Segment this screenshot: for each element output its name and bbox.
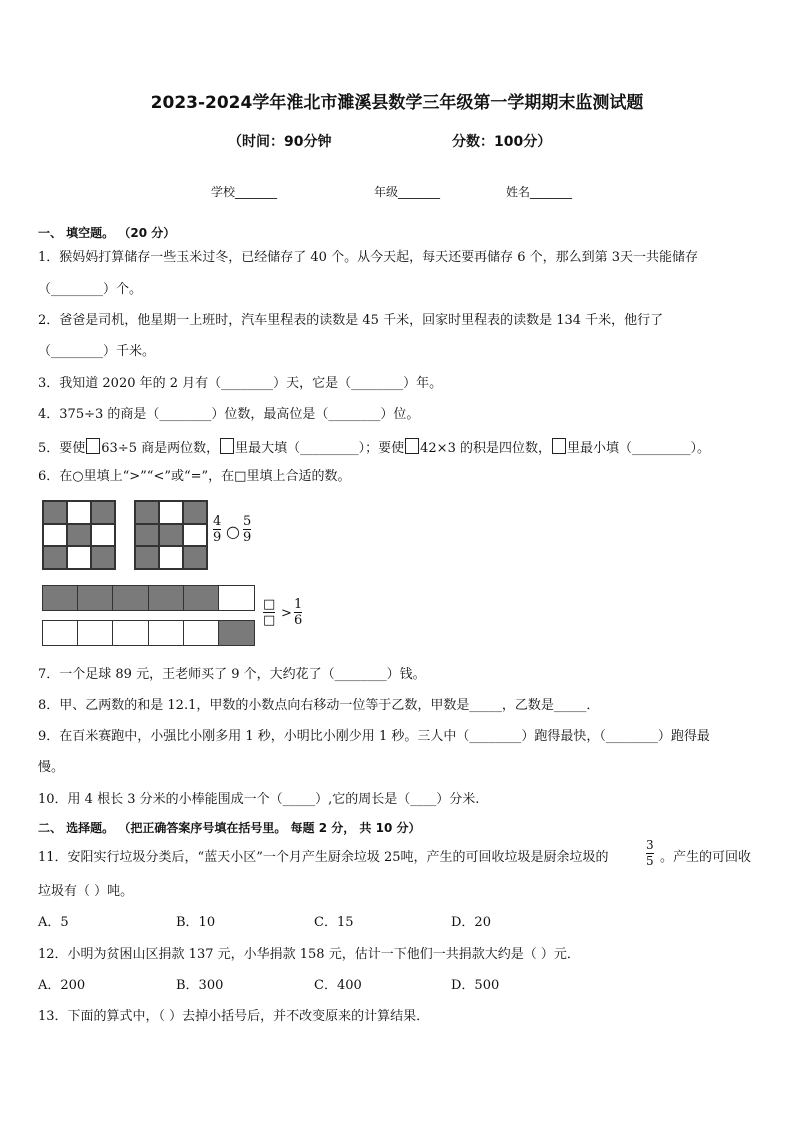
fraction-blank: □ □	[263, 597, 276, 628]
fraction-1-6: $\frac{1}{6}$	[294, 597, 303, 628]
blank-box	[552, 438, 566, 454]
question-11-line-1: 11．安阳实行垃圾分类后，“蓝天小区”一个月产生厨余垃圾 25吨，产生的可回收垃圾是厨余垃圾的	[38, 850, 609, 865]
question-2-line-2: （________）千米。	[38, 344, 156, 359]
question-10: 10．用 4 根长 3 分米的小棒能围成一个（_____）,它的周长是（____）分米.	[38, 792, 480, 807]
q11-option-c: C．15	[314, 915, 354, 930]
exam-time: （时间：90分钟	[228, 134, 332, 150]
question-11-line-1-end: 。产生的可回收	[660, 850, 752, 865]
exam-score: 分数：100分）	[452, 134, 552, 150]
strip-bottom	[42, 620, 255, 646]
question-13: 13．下面的算式中，（ ）去掉小括号后，并不改变原来的计算结果．	[38, 1009, 430, 1024]
question-5	[38, 438, 710, 457]
fraction-3-5: $\frac{3}{5}$	[646, 838, 654, 868]
section-2-heading: 二、 选择题。 （把正确答案序号填在括号里。 每题 2 分， 共 10 分）	[38, 821, 421, 835]
q11-option-a: A．5	[38, 915, 69, 930]
blank-box	[405, 438, 419, 454]
compare-circle: ○	[226, 522, 240, 541]
question-12: 12．小明为贫困山区捐款 137 元，小华捐款 158 元，估计一下他们一共捐款大约是（ ）元．	[38, 947, 580, 962]
question-3: 3．我知道 2020 年的 2 月有（________）天，它是（________）年。	[38, 376, 443, 391]
grade-field: 年级_______	[374, 185, 441, 199]
question-9-line-2: 慢。	[38, 760, 65, 775]
question-1-line-1: 1．猴妈妈打算储存一些玉米过冬，已经储存了 40 个。从今天起，每天还要再储存 6 个，那么到第 3天一共能储存	[38, 250, 699, 265]
fraction-4-9: $\frac{4}{9}$	[213, 514, 222, 545]
question-1-line-2: （________）个。	[38, 282, 143, 297]
q5-part-5: 里最小填（_________）。	[566, 441, 710, 456]
grid-figure-right	[134, 500, 208, 570]
name-field: 姓名_______	[506, 185, 573, 199]
q12-option-c: C．400	[314, 978, 362, 993]
q12-option-d: D．500	[451, 978, 500, 993]
question-9-line-1: 9．在百米赛跑中，小强比小刚多用 1 秒，小明比小刚少用 1 秒。三人中（________）跑得最快，（________）跑得最	[38, 729, 710, 744]
blank-box	[86, 438, 100, 454]
question-4: 4．375÷3 的商是（________）位数，最高位是（________）位。	[38, 407, 420, 422]
grid-figure-left	[42, 500, 116, 570]
q12-option-b: B．300	[176, 978, 224, 993]
page-title: 2023-2024学年淮北市濉溪县数学三年级第一学期期末监测试题	[150, 93, 644, 113]
q5-part-1: 5．要使	[38, 441, 86, 456]
q12-option-a: A．200	[38, 978, 86, 993]
strip-top	[42, 585, 255, 611]
q5-part-2: 63÷5 商是两位数，	[101, 441, 220, 456]
question-11-line-2: 垃圾有（ ）吨。	[38, 884, 134, 899]
school-field: 学校_______	[211, 185, 278, 199]
question-8: 8．甲、乙两数的和是 12.1，甲数的小数点向右移动一位等于乙数，甲数是_____，乙数是_____．	[38, 698, 600, 713]
q11-option-d: D．20	[451, 915, 491, 930]
question-2-line-1: 2．爸爸是司机，他星期一上班时，汽车里程表的读数是 45 千米，回家时里程表的读数是 134 千米，他行了	[38, 313, 664, 328]
fraction-5-9: $\frac{5}{9}$	[243, 514, 252, 545]
blank-box	[220, 438, 234, 454]
section-1-heading: 一、 填空题。 （20 分）	[38, 226, 176, 240]
question-7: 7．一个足球 89 元，王老师买了 9 个，大约花了（________）钱。	[38, 667, 426, 682]
question-6: 6．在○里填上“>”“<”或“=”，在□里填上合适的数。	[38, 469, 351, 484]
greater-than-sign: >	[281, 606, 292, 621]
q5-part-4: 42×3 的积是四位数，	[420, 441, 551, 456]
q11-option-b: B．10	[176, 915, 216, 930]
q5-part-3: 里最大填（_________）；要使	[235, 441, 405, 456]
